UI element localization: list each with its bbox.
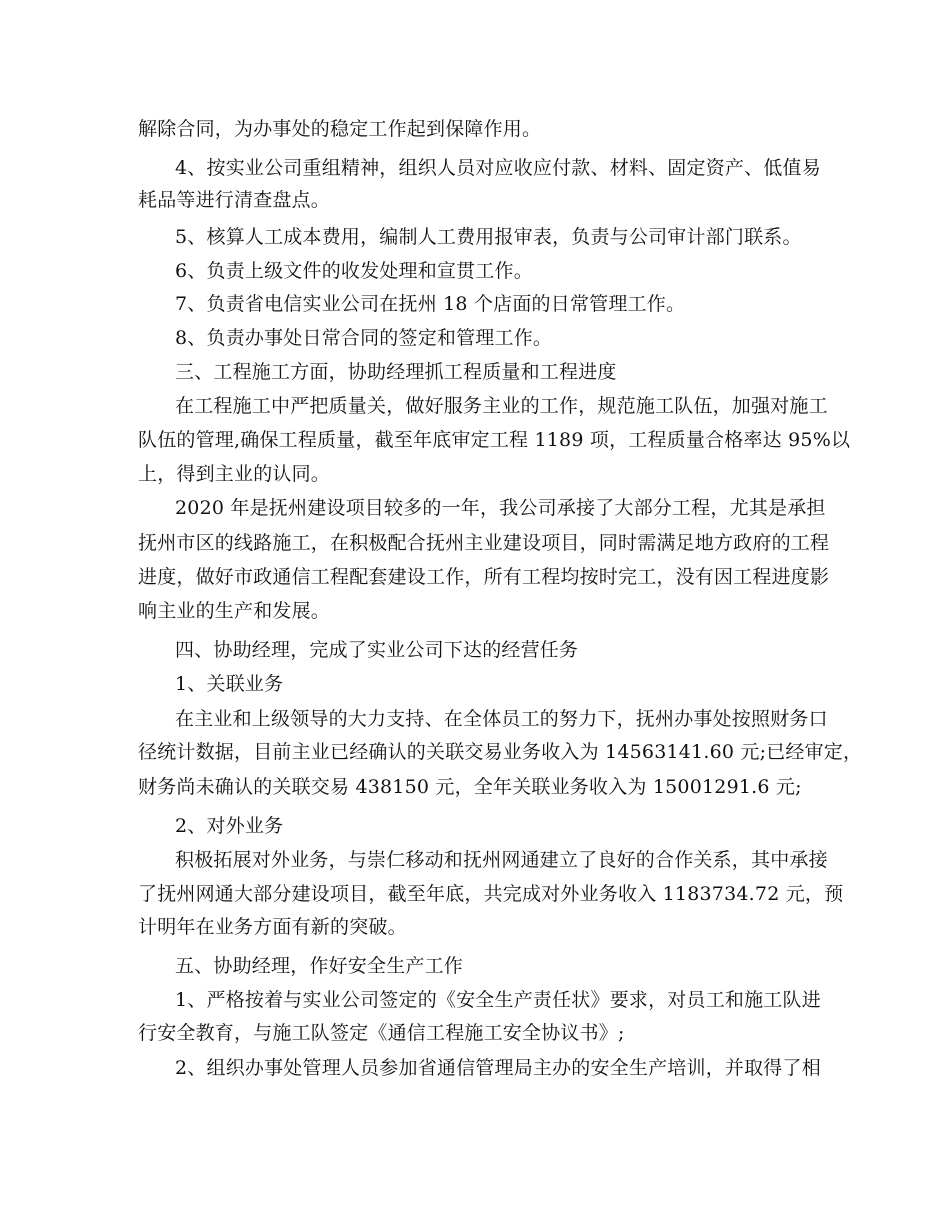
list-item-4: 4、按实业公司重组精神，组织人员对应收应付款、材料、固定资产、低值易 [175, 157, 821, 179]
text-line: 行安全教育，与施工队签定《通信工程施工安全协议书》; [138, 1022, 625, 1044]
list-item-5: 5、核算人工成本费用，编制人工费用报审表，负责与公司审计部门联系。 [175, 226, 802, 248]
section-heading-5: 五、协助经理，作好安全生产工作 [175, 955, 464, 977]
list-item-8: 8、负责办事处日常合同的签定和管理工作。 [175, 327, 553, 349]
text-line: 进度，做好市政通信工程配套建设工作，所有工程均按时完工，没有因工程进度影 [138, 566, 830, 588]
text-line: 响主业的生产和发展。 [138, 600, 331, 622]
text-line: 上，得到主业的认同。 [138, 463, 331, 485]
list-item-safety-2: 2、组织办事处管理人员参加省通信管理局主办的安全生产培训，并取得了相 [175, 1057, 821, 1079]
paragraph-line: 在主业和上级领导的大力支持、在全体员工的努力下，抚州办事处按照财务口 [175, 708, 828, 730]
text-line: 径统计数据，目前主业已经确认的关联交易业务收入为 14563141.60 元;已经审定， [138, 741, 863, 763]
paragraph-line: 2020 年是抚州建设项目较多的一年，我公司承接了大部分工程，尤其是承担 [175, 497, 826, 519]
paragraph-line: 在工程施工中严把质量关，做好服务主业的工作，规范施工队伍，加强对施工 [175, 395, 828, 417]
subheading-related-business: 1、关联业务 [175, 673, 284, 695]
text-line: 抚州市区的线路施工，在积极配合抚州主业建设项目，同时需满足地方政府的工程 [138, 532, 830, 554]
text-line: 耗品等进行清查盘点。 [138, 189, 331, 211]
section-heading-4: 四、协助经理，完成了实业公司下达的经营任务 [175, 639, 579, 661]
paragraph-line: 积极拓展对外业务，与崇仁移动和抚州网通建立了良好的合作关系，其中承接 [175, 849, 828, 871]
text-line: 了抚州网通大部分建设项目，截至年底，共完成对外业务收入 1183734.72 元，预 [138, 883, 844, 905]
section-heading-3: 三、工程施工方面，协助经理抓工程质量和工程进度 [175, 361, 617, 383]
list-item-safety-1: 1、严格按着与实业公司签定的《安全生产责任状》要求，对员工和施工队进 [175, 989, 821, 1011]
text-line: 财务尚未确认的关联交易 438150 元，全年关联业务收入为 15001291.6 元; [138, 776, 802, 798]
list-item-7: 7、负责省电信实业公司在抚州 18 个店面的日常管理工作。 [175, 293, 686, 315]
text-line: 计明年在业务方面有新的突破。 [138, 916, 407, 938]
subheading-external-business: 2、对外业务 [175, 815, 284, 837]
text-line: 解除合同，为办事处的稳定工作起到保障作用。 [138, 118, 542, 140]
text-line: 队伍的管理,确保工程质量，截至年底审定工程 1189 项，工程质量合格率达 95%以 [138, 429, 851, 451]
list-item-6: 6、负责上级文件的收发处理和宣贯工作。 [175, 260, 533, 282]
